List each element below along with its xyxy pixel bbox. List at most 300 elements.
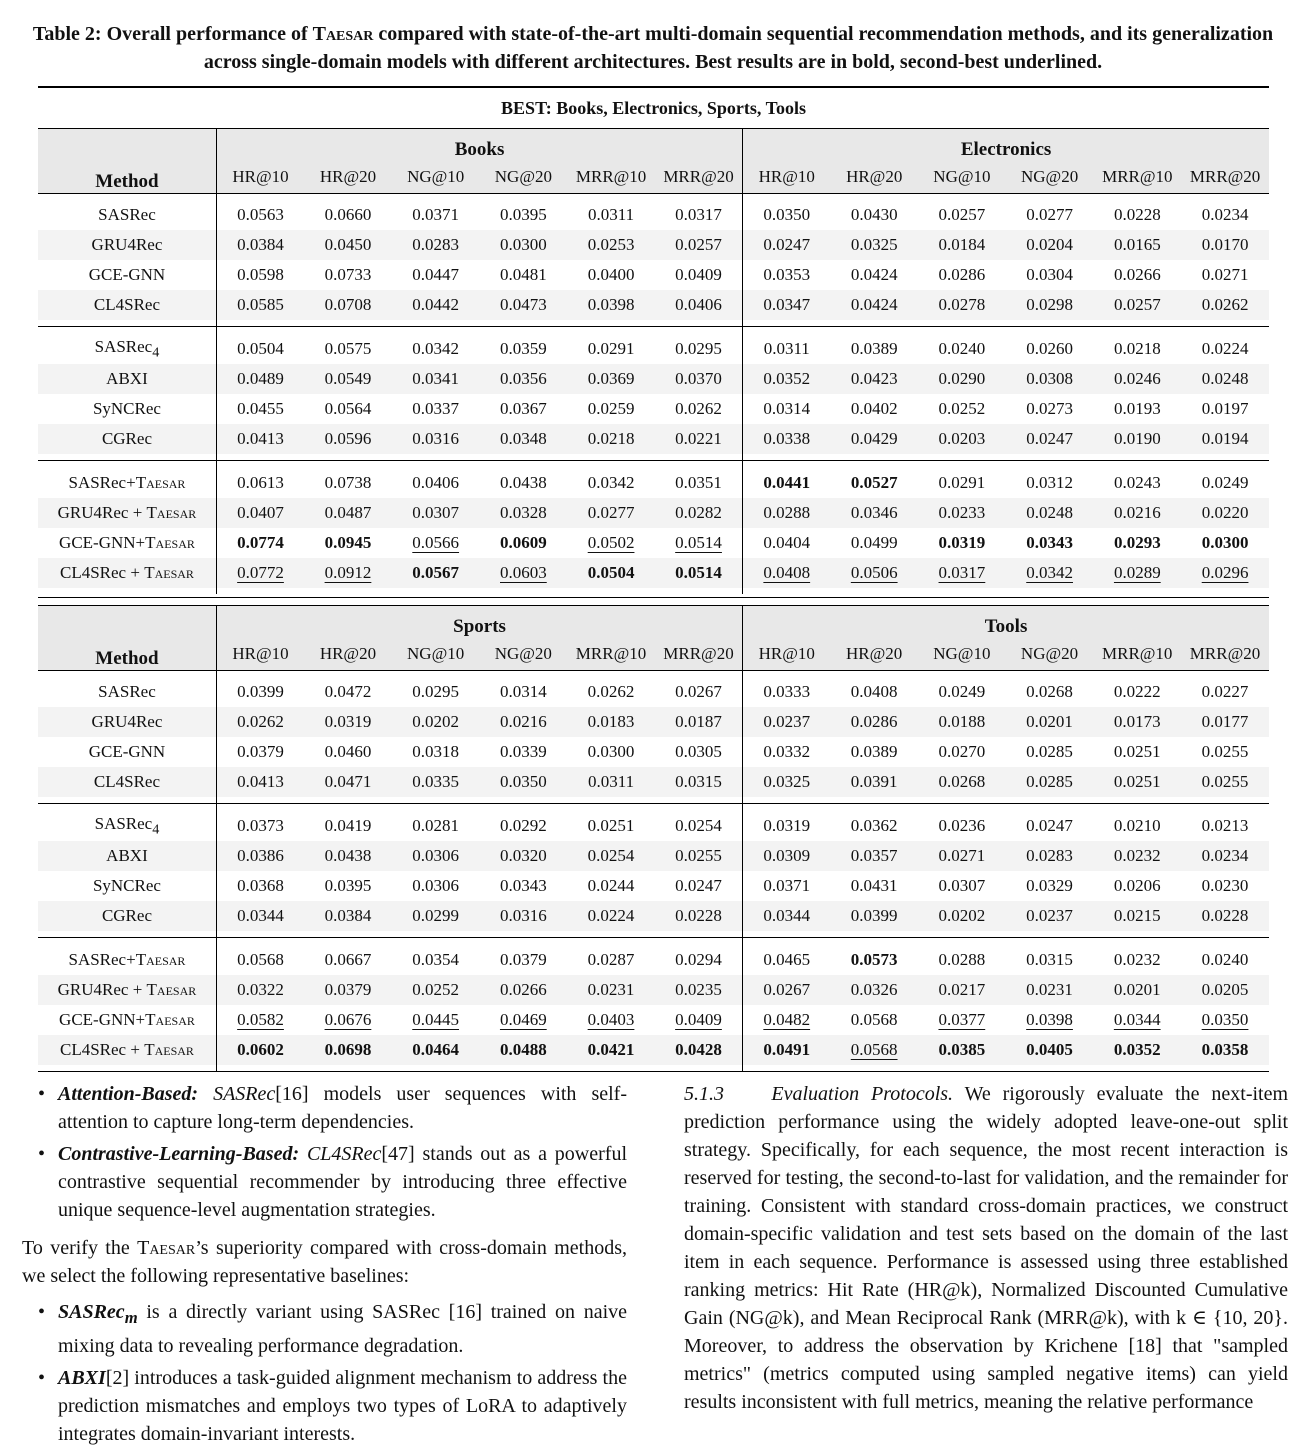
metric-value: 0.0289 — [1113, 563, 1161, 582]
metric-value: 0.0407 — [237, 503, 284, 522]
section-title: Evaluation Protocols. — [771, 1083, 954, 1105]
metric-value: 0.0235 — [675, 980, 722, 999]
metric-header: NG@10 — [933, 167, 991, 186]
metric-value: 0.0251 — [587, 816, 635, 835]
table-row — [38, 1005, 1269, 1035]
metric-value: 0.0406 — [412, 473, 460, 492]
metric-value: 0.0772 — [237, 563, 284, 582]
table-block-sports-tools — [38, 606, 1269, 1071]
metric-value: 0.0379 — [324, 980, 372, 999]
metric-value: 0.0419 — [324, 816, 372, 835]
metric-value: 0.0249 — [1201, 473, 1249, 492]
metric-header: MRR@20 — [1189, 167, 1261, 186]
metric-value: 0.0413 — [237, 772, 284, 791]
metric-value: 0.0193 — [1113, 399, 1161, 418]
metric-value: 0.0582 — [237, 1010, 284, 1029]
metric-value: 0.0344 — [1113, 1010, 1161, 1029]
metric-value: 0.0217 — [938, 980, 986, 999]
method-suffix: Taesar — [144, 1040, 194, 1059]
metric-value: 0.0430 — [850, 205, 898, 224]
metric-header: NG@10 — [407, 167, 465, 186]
metric-value: 0.0368 — [237, 876, 284, 895]
metric-value: 0.0389 — [850, 742, 898, 761]
metric-value: 0.0603 — [500, 563, 547, 582]
metric-value: 0.0409 — [675, 1010, 722, 1029]
metric-value: 0.0213 — [1201, 816, 1249, 835]
method-suffix: Taesar — [145, 533, 195, 552]
metric-value: 0.0342 — [587, 473, 635, 492]
metric-value: 0.0277 — [587, 503, 635, 522]
metric-value: 0.0568 — [850, 1010, 898, 1029]
metric-value: 0.0255 — [1201, 772, 1249, 791]
metric-value: 0.0173 — [1113, 712, 1161, 731]
metric-value: 0.0445 — [412, 1010, 460, 1029]
metric-value: 0.0350 — [499, 772, 547, 791]
caption-text: Table 2: Overall performance of — [32, 23, 313, 45]
method-name: SASRec — [98, 682, 156, 701]
metric-value: 0.0234 — [1201, 205, 1249, 224]
section-text: We rigorously evaluate the next-item prediction performance using the widely adopted leave-one-out split strategy. Specifically, for each sequence, the most recent interaction is reserved for testing, the second-to-last for validation, and the remainder for training. Consistent with standard cross-domain practices, we construct domain-specific validation and test sets based on the domain of the last item in each sequence. Performance is assessed using three established ranking metrics: Hit Rate (HR@k), Normalized Discounted Cumulative Gain (NG@k), and Mean Reciprocal Rank (MRR@k), with k ∈ {10, 20}. Moreover, to address the observation by Krichene [18] that "sampled metrics" (metrics computed using sampled negative items) can yield results inconsistent with full metrics, meaning the relative performance — [684, 1083, 1289, 1413]
metric-value: 0.0609 — [500, 533, 547, 552]
metric-value: 0.0288 — [763, 503, 811, 522]
metric-value: 0.0187 — [675, 712, 722, 731]
method-name: ABXI — [106, 369, 148, 388]
metric-value: 0.0377 — [938, 1010, 986, 1029]
table-row — [38, 737, 1269, 767]
metric-value: 0.0177 — [1201, 712, 1249, 731]
table-row — [38, 901, 1269, 931]
metric-value: 0.0249 — [938, 682, 986, 701]
metric-value: 0.0341 — [412, 369, 460, 388]
metric-value: 0.0183 — [587, 712, 635, 731]
metric-value: 0.0306 — [412, 876, 460, 895]
metric-value: 0.0247 — [1026, 816, 1073, 835]
metric-value: 0.0291 — [938, 473, 986, 492]
list-item: • Attention-Based: SASRec[16] models user sequences with self-attention to capture long-term dependencies. — [38, 1083, 628, 1133]
metric-value: 0.0202 — [412, 712, 460, 731]
metric-value: 0.0170 — [1201, 235, 1249, 254]
metric-value: 0.0342 — [412, 339, 460, 358]
method-name: GRU4Rec — [91, 235, 163, 254]
method-suffix: Taesar — [145, 1010, 195, 1029]
metric-value: 0.0254 — [675, 816, 722, 835]
metric-value: 0.0343 — [499, 876, 547, 895]
metric-value: 0.0205 — [1201, 980, 1249, 999]
metric-value: 0.0471 — [324, 772, 372, 791]
metric-value: 0.0398 — [587, 295, 635, 314]
metric-value: 0.0252 — [938, 399, 986, 418]
metric-value: 0.0373 — [237, 816, 284, 835]
metric-value: 0.0395 — [500, 205, 547, 224]
table-row — [38, 230, 1269, 260]
metric-value: 0.0488 — [499, 1040, 547, 1059]
metric-value: 0.0389 — [850, 339, 898, 358]
metric-value: 0.0385 — [938, 1040, 986, 1059]
metric-value: 0.0290 — [938, 369, 986, 388]
metric-value: 0.0314 — [499, 682, 547, 701]
metric-value: 0.0311 — [588, 205, 635, 224]
metric-value: 0.0386 — [237, 846, 284, 865]
metric-value: 0.0379 — [499, 950, 547, 969]
metric-value: 0.0472 — [324, 682, 372, 701]
metric-value: 0.0514 — [675, 563, 722, 582]
metric-value: 0.0271 — [938, 846, 986, 865]
metric-value: 0.0567 — [412, 563, 460, 582]
table-row — [38, 707, 1269, 737]
metric-value: 0.0246 — [1113, 369, 1161, 388]
metric-value: 0.0708 — [324, 295, 372, 314]
metric-header: HR@10 — [232, 167, 289, 186]
metric-value: 0.0403 — [587, 1010, 635, 1029]
method-name: GRU4Rec + — [57, 980, 147, 999]
metric-value: 0.0450 — [324, 235, 372, 254]
metric-header: HR@20 — [319, 167, 377, 186]
metric-value: 0.0504 — [587, 563, 635, 582]
table-row — [38, 200, 1269, 230]
metric-value: 0.0489 — [237, 369, 284, 388]
metric-value: 0.0232 — [1113, 950, 1161, 969]
metric-value: 0.0309 — [763, 846, 811, 865]
metric-value: 0.0405 — [1026, 1040, 1073, 1059]
metric-value: 0.0342 — [1026, 563, 1073, 582]
metric-value: 0.0347 — [763, 295, 811, 314]
metric-value: 0.0514 — [675, 533, 722, 552]
method-name: SASRec — [94, 813, 153, 833]
metric-value: 0.0271 — [1201, 265, 1249, 284]
double-rule — [38, 597, 1269, 606]
list-item: • Contrastive-Learning-Based: CL4SRec[47] stands out as a powerful contrastive sequential recommender by introducing three effective unique sequence-level augmentation strategies. — [38, 1143, 627, 1221]
metric-header: HR@20 — [846, 167, 903, 186]
metric-value: 0.0216 — [499, 712, 547, 731]
list-item: • SASRec$_m$ is a directly variant using SASRec [16] trained on naive mixing data to revealing performance degradation. — [38, 1301, 627, 1357]
method-name: GCE-GNN+ — [59, 533, 146, 552]
table-row — [38, 290, 1269, 320]
metric-value: 0.0262 — [675, 399, 722, 418]
table-block-books-electronics — [38, 129, 1269, 594]
metric-value: 0.0499 — [850, 533, 898, 552]
metric-value: 0.0774 — [237, 533, 284, 552]
metric-value: 0.0424 — [850, 295, 898, 314]
metric-value: 0.0210 — [1113, 816, 1161, 835]
metric-value: 0.0346 — [850, 503, 898, 522]
metric-value: 0.0421 — [587, 1040, 635, 1059]
metric-value: 0.0481 — [500, 265, 547, 284]
metric-value: 0.0356 — [500, 369, 547, 388]
metric-value: 0.0317 — [675, 205, 722, 224]
metric-value: 0.0300 — [587, 742, 635, 761]
domain-header: Tools — [984, 616, 1028, 637]
metric-value: 0.0228 — [1201, 906, 1249, 925]
metric-value: 0.0262 — [237, 712, 284, 731]
table-row — [38, 871, 1269, 901]
metric-value: 0.0260 — [1026, 339, 1073, 358]
metric-value: 0.0262 — [1201, 295, 1249, 314]
metric-value: 0.0384 — [324, 906, 372, 925]
metric-value: 0.0277 — [1026, 205, 1073, 224]
metric-value: 0.0218 — [1113, 339, 1161, 358]
metric-value: 0.0244 — [587, 876, 635, 895]
metric-value: 0.0267 — [675, 682, 722, 701]
metrics-table — [38, 129, 1269, 594]
metric-value: 0.0326 — [850, 980, 898, 999]
method-name: GRU4Rec + — [57, 503, 147, 522]
metric-value: 0.0237 — [763, 712, 811, 731]
metric-value: 0.0549 — [324, 369, 372, 388]
metric-value: 0.0257 — [1113, 295, 1161, 314]
metric-value: 0.0348 — [500, 429, 547, 448]
metric-value: 0.0257 — [675, 235, 722, 254]
metric-value: 0.0602 — [237, 1040, 284, 1059]
table-row — [38, 767, 1269, 797]
metric-value: 0.0527 — [850, 473, 898, 492]
metric-value: 0.0384 — [237, 235, 284, 254]
metric-value: 0.0465 — [763, 950, 811, 969]
metric-value: 0.0464 — [412, 1040, 460, 1059]
metric-value: 0.0329 — [1026, 876, 1073, 895]
metric-value: 0.0295 — [675, 339, 722, 358]
metric-value: 0.0253 — [587, 235, 635, 254]
metric-value: 0.0438 — [324, 846, 372, 865]
metric-value: 0.0224 — [587, 906, 635, 925]
metric-value: 0.0270 — [938, 742, 986, 761]
metric-header: HR@10 — [758, 167, 815, 186]
metric-value: 0.0568 — [237, 950, 284, 969]
method-name: CGRec — [101, 906, 152, 925]
metric-value: 0.0438 — [500, 473, 547, 492]
metric-value: 0.0660 — [324, 205, 372, 224]
metric-value: 0.0237 — [1026, 906, 1073, 925]
metric-value: 0.0231 — [1026, 980, 1073, 999]
method-name: GCE-GNN — [88, 265, 166, 284]
method-name: GCE-GNN — [88, 742, 166, 761]
metric-value: 0.0285 — [1026, 772, 1073, 791]
metric-value: 0.0442 — [412, 295, 460, 314]
metric-value: 0.0423 — [850, 369, 898, 388]
metric-value: 0.0240 — [1201, 950, 1249, 969]
metric-value: 0.0698 — [324, 1040, 372, 1059]
metric-value: 0.0315 — [1026, 950, 1073, 969]
metric-value: 0.0409 — [675, 265, 722, 284]
metric-value: 0.0221 — [675, 429, 722, 448]
metric-value: 0.0344 — [237, 906, 284, 925]
metric-value: 0.0184 — [938, 235, 986, 254]
metric-value: 0.0404 — [763, 533, 811, 552]
metric-value: 0.0206 — [1113, 876, 1161, 895]
method-name: SyNCRec — [92, 399, 161, 418]
metric-value: 0.0568 — [850, 1040, 898, 1059]
metric-value: 0.0247 — [675, 876, 722, 895]
metrics-table — [38, 606, 1269, 1071]
metric-value: 0.0563 — [237, 205, 284, 224]
metric-value: 0.0218 — [587, 429, 635, 448]
metric-value: 0.0286 — [938, 265, 986, 284]
metric-value: 0.0306 — [412, 846, 460, 865]
metric-header: NG@20 — [494, 167, 552, 186]
metric-value: 0.0429 — [850, 429, 898, 448]
metric-value: 0.0288 — [938, 950, 986, 969]
metric-value: 0.0473 — [500, 295, 547, 314]
metric-value: 0.0254 — [587, 846, 635, 865]
metric-value: 0.0298 — [1026, 295, 1073, 314]
results-table — [38, 86, 1269, 1072]
metric-value: 0.0266 — [1113, 265, 1161, 284]
metric-value: 0.0295 — [412, 682, 460, 701]
metric-value: 0.0286 — [850, 712, 898, 731]
metric-value: 0.0667 — [324, 950, 372, 969]
metric-header: MRR@20 — [663, 644, 734, 663]
table-row — [38, 364, 1269, 394]
table-row — [38, 811, 1269, 841]
metric-value: 0.0598 — [237, 265, 284, 284]
metric-value: 0.0399 — [850, 906, 898, 925]
method-name: ABXI — [106, 846, 148, 865]
method-name: CL4SRec — [93, 295, 161, 314]
list-item: • ABXI[2] introduces a task-guided alignment mechanism to address the prediction mismatches and employs two types of LoRA to adaptively integrates domain-invariant interests. — [38, 1367, 627, 1445]
metric-value: 0.0202 — [938, 906, 986, 925]
method-header: Method — [95, 171, 159, 192]
metric-header: MRR@10 — [1102, 167, 1173, 186]
table-row — [38, 841, 1269, 871]
metric-value: 0.0335 — [412, 772, 460, 791]
method-subscript: 4 — [152, 821, 160, 838]
method-name: SASRec — [98, 205, 156, 224]
metric-value: 0.0307 — [412, 503, 460, 522]
metric-value: 0.0350 — [763, 205, 811, 224]
metric-value: 0.0283 — [412, 235, 460, 254]
table-row — [38, 528, 1269, 558]
metric-value: 0.0738 — [324, 473, 372, 492]
metric-value: 0.0733 — [324, 265, 372, 284]
metric-value: 0.0203 — [938, 429, 986, 448]
metric-value: 0.0487 — [324, 503, 372, 522]
metric-value: 0.0291 — [587, 339, 635, 358]
metric-value: 0.0353 — [763, 265, 811, 284]
metric-value: 0.0273 — [1026, 399, 1073, 418]
metric-value: 0.0469 — [499, 1010, 547, 1029]
table-row — [38, 558, 1269, 588]
metric-value: 0.0325 — [850, 235, 898, 254]
table-row — [38, 334, 1269, 364]
table-row — [38, 424, 1269, 454]
metric-value: 0.0296 — [1201, 563, 1249, 582]
metric-value: 0.0234 — [1201, 846, 1249, 865]
domain-header: Electronics — [960, 139, 1052, 160]
metric-value: 0.0197 — [1201, 399, 1249, 418]
metric-value: 0.0357 — [850, 846, 898, 865]
metric-value: 0.0233 — [938, 503, 986, 522]
metric-value: 0.0319 — [938, 533, 986, 552]
metric-value: 0.0371 — [763, 876, 811, 895]
metric-value: 0.0236 — [938, 816, 986, 835]
metric-value: 0.0573 — [850, 950, 898, 969]
metric-value: 0.0350 — [1201, 1010, 1249, 1029]
metric-value: 0.0322 — [237, 980, 284, 999]
metric-header: MRR@10 — [575, 167, 647, 186]
metric-value: 0.0224 — [1201, 339, 1249, 358]
metric-value: 0.0912 — [324, 563, 372, 582]
method-suffix: Taesar — [135, 473, 186, 492]
table-row — [38, 677, 1269, 707]
method-name: CGRec — [101, 429, 152, 448]
metric-header: MRR@20 — [663, 167, 734, 186]
metric-value: 0.0304 — [1026, 265, 1073, 284]
metric-value: 0.0482 — [763, 1010, 811, 1029]
table-row — [38, 260, 1269, 290]
metric-value: 0.0337 — [412, 399, 460, 418]
method-name: CL4SRec — [93, 772, 161, 791]
caption-method-name: Taesar — [312, 23, 374, 45]
metric-value: 0.0406 — [675, 295, 722, 314]
metric-header: NG@20 — [1020, 644, 1079, 663]
metric-value: 0.0338 — [763, 429, 811, 448]
method-suffix: Taesar — [146, 980, 197, 999]
metric-value: 0.0300 — [500, 235, 547, 254]
method-header: Method — [95, 648, 159, 669]
metric-value: 0.0460 — [324, 742, 372, 761]
metric-value: 0.0325 — [763, 772, 811, 791]
metric-value: 0.0204 — [1026, 235, 1073, 254]
metric-value: 0.0504 — [237, 339, 284, 358]
metric-value: 0.0319 — [763, 816, 811, 835]
metric-value: 0.0266 — [499, 980, 547, 999]
metric-value: 0.0257 — [938, 205, 986, 224]
metric-value: 0.0248 — [1201, 369, 1249, 388]
metric-value: 0.0312 — [1026, 473, 1073, 492]
metric-header: MRR@10 — [575, 644, 647, 663]
metric-value: 0.0248 — [1026, 503, 1073, 522]
metric-value: 0.0447 — [412, 265, 460, 284]
metric-value: 0.0369 — [587, 369, 635, 388]
table-row — [38, 468, 1269, 498]
metric-value: 0.0201 — [1026, 712, 1073, 731]
metric-value: 0.0613 — [237, 473, 284, 492]
metric-value: 0.0232 — [1113, 846, 1161, 865]
metric-value: 0.0281 — [412, 816, 460, 835]
metric-value: 0.0262 — [587, 682, 635, 701]
metric-value: 0.0391 — [850, 772, 898, 791]
method-name: SASRec — [94, 336, 153, 356]
metric-value: 0.0491 — [763, 1040, 811, 1059]
metric-value: 0.0314 — [763, 399, 811, 418]
metric-value: 0.0564 — [324, 399, 372, 418]
metric-value: 0.0300 — [1201, 533, 1249, 552]
metric-value: 0.0566 — [412, 533, 460, 552]
metric-value: 0.0428 — [675, 1040, 722, 1059]
metric-header: NG@20 — [1021, 167, 1079, 186]
metric-value: 0.0259 — [587, 399, 635, 418]
metric-value: 0.0575 — [324, 339, 372, 358]
metric-value: 0.0339 — [499, 742, 547, 761]
metric-value: 0.0255 — [675, 846, 722, 865]
metric-header: HR@10 — [232, 644, 289, 663]
method-name: SASRec+ — [68, 950, 136, 969]
paragraph: To verify the Taesar’s superiority compared with cross-domain methods, we select the following representative baselines: — [22, 1237, 627, 1287]
metric-value: 0.0441 — [763, 473, 811, 492]
metric-value: 0.0220 — [1201, 503, 1249, 522]
right-column — [684, 1080, 1288, 1416]
caption-text-rest: compared with state-of-the-art multi-domain sequential recommendation methods, and its generalization across single-domain models with different architectures. Best results are in bold, second-best underlined. — [203, 23, 1274, 73]
table-row — [38, 975, 1269, 1005]
metric-value: 0.0243 — [1113, 473, 1161, 492]
metric-value: 0.0676 — [324, 1010, 372, 1029]
metric-value: 0.0311 — [587, 772, 635, 791]
metric-value: 0.0311 — [763, 339, 810, 358]
metric-value: 0.0252 — [412, 980, 460, 999]
metric-value: 0.0352 — [763, 369, 811, 388]
metric-value: 0.0165 — [1113, 235, 1161, 254]
metric-value: 0.0247 — [763, 235, 811, 254]
metric-value: 0.0299 — [412, 906, 460, 925]
